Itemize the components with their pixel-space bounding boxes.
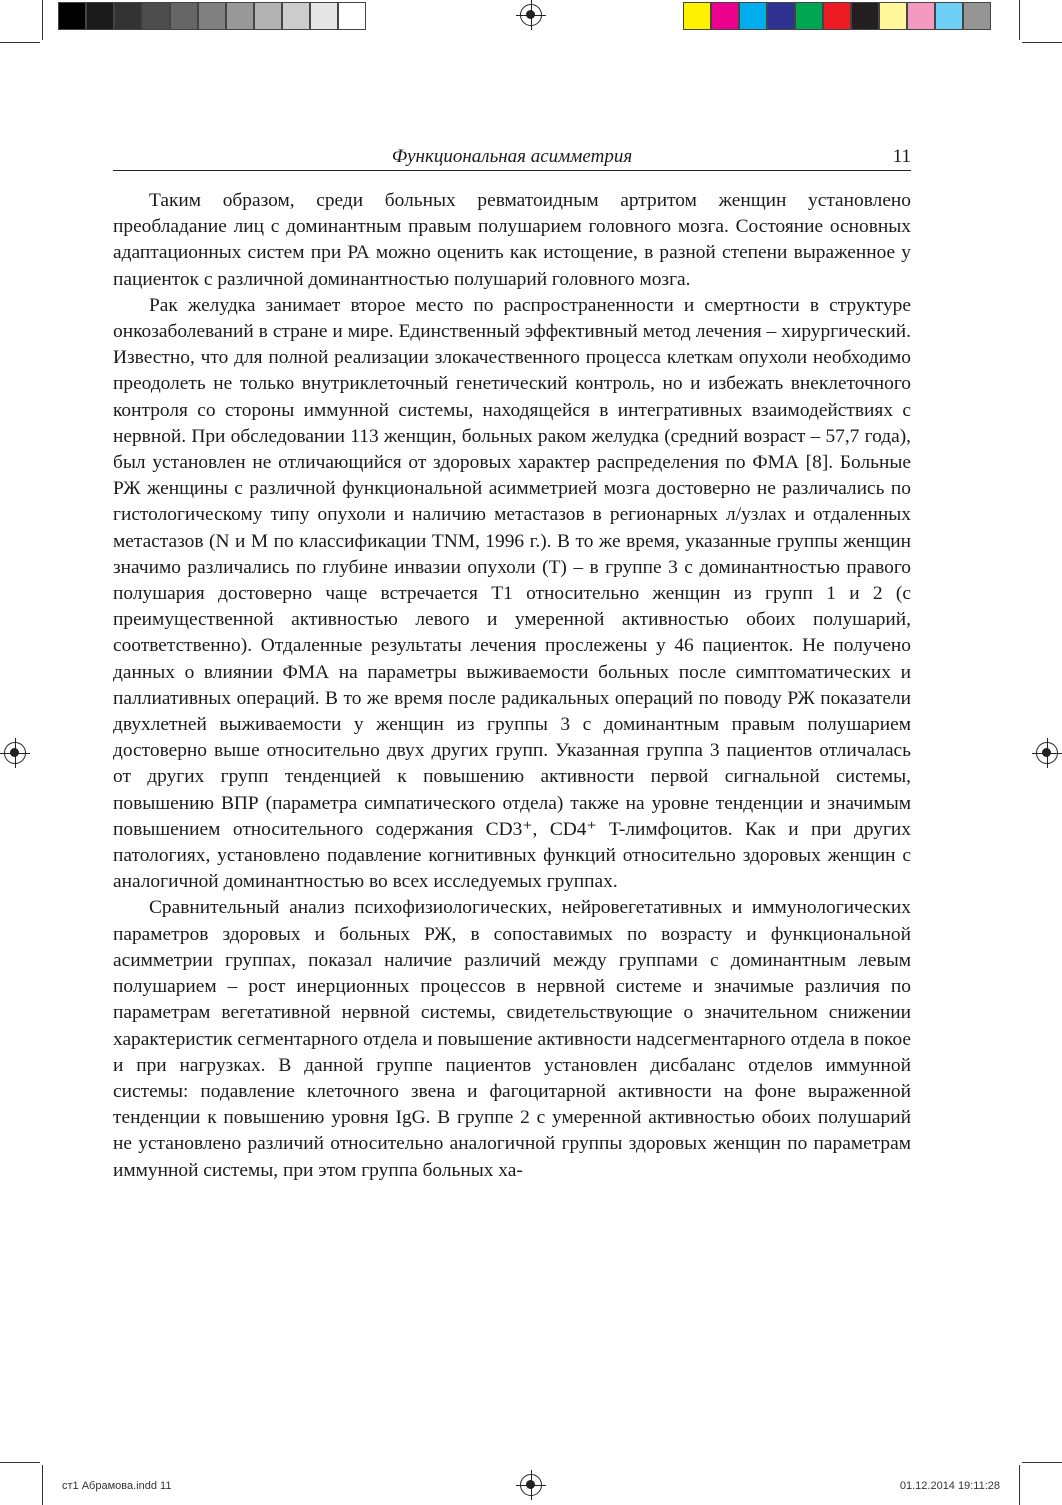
- color-swatch: [254, 2, 282, 30]
- color-swatch: [282, 2, 310, 30]
- crop-mark: [1022, 1462, 1062, 1463]
- color-swatch: [767, 2, 795, 30]
- crop-mark: [0, 42, 40, 43]
- color-swatch: [86, 2, 114, 30]
- color-swatch: [879, 2, 907, 30]
- crop-mark: [42, 1465, 43, 1505]
- color-swatch: [907, 2, 935, 30]
- page-number: 11: [892, 146, 911, 167]
- crop-mark: [0, 1462, 40, 1463]
- color-swatch: [58, 2, 86, 30]
- registration-mark-bottom-icon: [520, 1474, 542, 1496]
- registration-mark-right-icon: [1036, 742, 1058, 764]
- color-swatch: [935, 2, 963, 30]
- color-swatch: [739, 2, 767, 30]
- crop-mark: [1022, 42, 1062, 43]
- color-swatch: [338, 2, 366, 30]
- color-swatch: [683, 2, 711, 30]
- color-swatch: [963, 2, 991, 30]
- color-swatch: [198, 2, 226, 30]
- crop-mark: [1019, 0, 1020, 40]
- paragraph-3: Сравнительный анализ психофизиологических, нейровегетативных и иммунологических параметров здоровых и больных РЖ, в сопоставимых по возрасту и функциональной асимметрии группах, показал наличие различий между группами с доминантным левым полушарием – рост инерционных процессов в нервной системе и значимые различия по параметрам вегетативной нервной системы, свидетельствующие о значительном снижении характеристик сегментарного отдела и повышение активности надсегментарного отдела в покое и при нагрузках. В данной группе пациентов установлен дисбаланс отделов иммунной системы: подавление клеточного звена и фагоцитарной активности на фоне выраженной тенденции к повышению уровня IgG. В группе 2 с умеренной активностью обоих полушарий не установлено различий относительно аналогичной группы здоровых женщин по параметрам иммунной системы, при этом группа больных ха-: [113, 897, 911, 1181]
- color-swatch: [795, 2, 823, 30]
- registration-mark-top-icon: [520, 4, 542, 26]
- slug-datetime: 01.12.2014 19:11:28: [899, 1480, 1000, 1492]
- grayscale-color-bar: [58, 2, 366, 30]
- color-swatch: [310, 2, 338, 30]
- color-swatch: [170, 2, 198, 30]
- crop-mark: [42, 0, 43, 40]
- color-swatch: [226, 2, 254, 30]
- process-color-bar: [683, 2, 991, 30]
- color-swatch: [823, 2, 851, 30]
- color-swatch: [142, 2, 170, 30]
- color-swatch: [851, 2, 879, 30]
- paragraph-1: Таким образом, среди больных ревматоидным артритом женщин установлено преобладание лиц с доминантным правым полушарием головного мозга. Состояние основных адаптационных систем при РА можно оценить как истощение, в разной степени выраженное у пациенток с различной доминантностью полушарий головного мозга.: [113, 190, 911, 290]
- running-header: [113, 146, 911, 171]
- color-swatch: [711, 2, 739, 30]
- running-header-title: Функциональная асимметрия: [391, 146, 633, 167]
- slug-file-name: ст1 Абрамова.indd 11: [62, 1480, 172, 1492]
- color-swatch: [114, 2, 142, 30]
- body-text: [113, 188, 911, 1184]
- crop-mark: [1019, 1465, 1020, 1505]
- paragraph-2: Рак желудка занимает второе место по распространенности и смертности в структуре онкозаболеваний в стране и мире. Единственный эффективный метод лечения – хирургический. Известно, что для полной реализации злокачественного процесса клеткам опухоли необходимо преодолеть не только внутриклеточный генетический контроль, но и избежать внеклеточного контроля со стороны иммунной системы, находящейся в интегративных взаимодействиях с нервной. При обследовании 113 женщин, больных раком желудка (средний возраст – 57,7 года), был установлен не отличающийся от здоровых характер распределения по ФМА [8]. Больные РЖ женщины с различной функциональной асимметрией мозга достоверно не различались по гистологическому типу опухоли и наличию метастазов в регионарных л/узлах и отдаленных метастазов (N и M по классификации TNM, 1996 г.). В то же время, указанные группы женщин значимо различались по глубине инвазии опухоли (T) – в группе 3 с доминантностью правого полушария достоверно чаще встречается T1 относительно женщин из групп 1 и 2 (с преимущественной активностью левого и умеренной активностью обоих полушарий, соответственно). Отдаленные результаты лечения прослежены у 46 пациенток. Не получено данных о влиянии ФМА на параметры выживаемости больных после симптоматических и паллиативных операций. В то же время после радикальных операций по поводу РЖ показатели двухлетней выживаемости у женщин из группы 3 с доминантным правым полушарием достоверно выше относительно двух других групп. Указанная группа 3 пациентов отличалась от других групп тенденцией к повышению активности первой сигнальной системы, повышению ВПР (параметра симпатического отдела) также на уровне тенденции и значимым повышением относительного содержания CD3⁺, CD4⁺ T-лимфоцитов. Как и при других патологиях, установлено подавление когнитивных функций относительно здоровых женщин с аналогичной доминантностью во всех исследуемых группах.: [113, 294, 911, 893]
- registration-mark-left-icon: [4, 742, 26, 764]
